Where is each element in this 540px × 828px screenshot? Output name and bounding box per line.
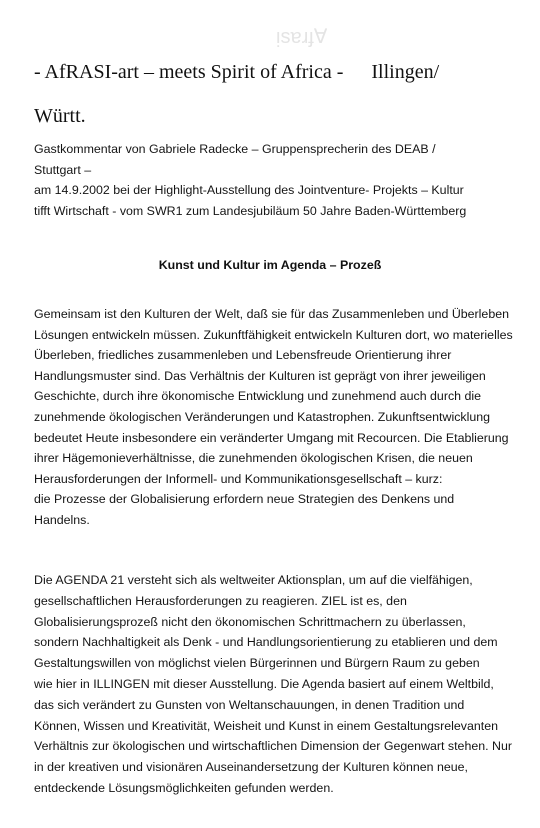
paragraph-line: Globalisierungsprozeß nicht den ökonomischen Schrittmachern zu überlassen, (34, 614, 466, 629)
paragraph-line: Gemeinsam ist den Kulturen der Welt, daß sie für das Zusammenleben und Überleben (34, 307, 509, 321)
paragraph-line: Lösungen entwickeln müssen. Zukunftfähigkeit entwickeln Kulturen dort, wo materielles (34, 327, 513, 342)
intro-line: Gastkommentar von Gabriele Radecke – Gruppensprecherin des DEAB / (34, 142, 436, 156)
paragraph-line: Verhältnis zur ökologischen und wirtschaftlichen Dimension der Gegenwart stehen. Nur (34, 739, 512, 754)
paragraph-line: gesellschaftlichen Herausforderungen zu reagieren. ZIEL ist es, den (34, 593, 407, 608)
paragraph-line: Gestaltungswillen von möglichst vielen Bürgerinnen und Bürgern Raum zu geben (34, 656, 480, 671)
paragraph-line: das sich verändert zu Gunsten von Weltanschauungen, in denen Tradition und (34, 697, 465, 712)
paragraph-line: Geschichte, durch ihre ökonomische Entwicklung und zunehmend auch durch die (34, 389, 482, 404)
paragraph-line: Handlungsmuster sind. Das Verhältnis der Kulturen ist geprägt von ihrer jeweiligen (34, 368, 486, 383)
title-location: Illingen/ (371, 61, 440, 83)
paragraph-line: sondern Nachhaltigkeit als Denk - und Handlungsorientierung zu etablieren und dem (34, 635, 498, 650)
title-location-state: Württ. (34, 105, 86, 127)
intro-line: am 14.9.2002 bei der Highlight-Ausstellung des Jointventure- Projekts – Kultur (34, 183, 464, 197)
document-title (34, 50, 534, 138)
paragraph-line: Die AGENDA 21 versteht sich als weltweiter Aktionsplan, um auf die vielfähigen, (34, 573, 473, 587)
paragraph-2 (34, 570, 526, 799)
paragraph-line: Handelns. (34, 512, 90, 527)
paragraph-line: ihrer Hägemonieverhältnisse, die zunehmenden ökologischen Krisen, die neuen (34, 451, 473, 466)
section-heading: Kunst und Kultur im Agenda – Prozeß (158, 258, 382, 272)
paragraph-line: Überleben, friedliches zusammenleben und Lebensfreude Orientierung ihrer (34, 348, 452, 363)
show-through-title: ᴉsɐɹɟ∀ (276, 28, 328, 47)
paragraph-line: bedeutet Heute insbesondere ein veränderter Umgang mit Recourcen. Die Etablierung (34, 430, 509, 445)
intro-block (34, 139, 524, 221)
paragraph-1 (34, 304, 522, 531)
intro-line: Stuttgart – (34, 162, 92, 177)
title-text: - AfRASI-art – meets Spirit of Africa - (34, 61, 344, 83)
paragraph-line: Können, Wissen und Kreativität, Weisheit und Kunst in einem Gestaltungsrelevanten (34, 718, 498, 733)
paragraph-line: wie hier in ILLINGEN mit dieser Ausstellung. Die Agenda basiert auf einem Weltbild, (34, 676, 494, 691)
paragraph-line: zunehmende ökologischen Veränderungen und Katastrophen. Zukunftsentwicklung (34, 409, 491, 424)
paragraph-line: Herausforderungen der Informell- und Kommunikationsgesellschaft – kurz: (34, 471, 443, 486)
paragraph-line: die Prozesse der Globalisierung erfordern neue Strategien des Denkens und (34, 492, 455, 507)
intro-line: tifft Wirtschaft - vom SWR1 zum Landesjubiläum 50 Jahre Baden-Württemberg (34, 203, 467, 218)
paragraph-line: entdeckende Lösungsmöglichkeiten gefunden werden. (34, 780, 334, 795)
paragraph-line: in der kreativen und visionären Auseinandersetzung der Kulturen können neue, (34, 760, 468, 775)
